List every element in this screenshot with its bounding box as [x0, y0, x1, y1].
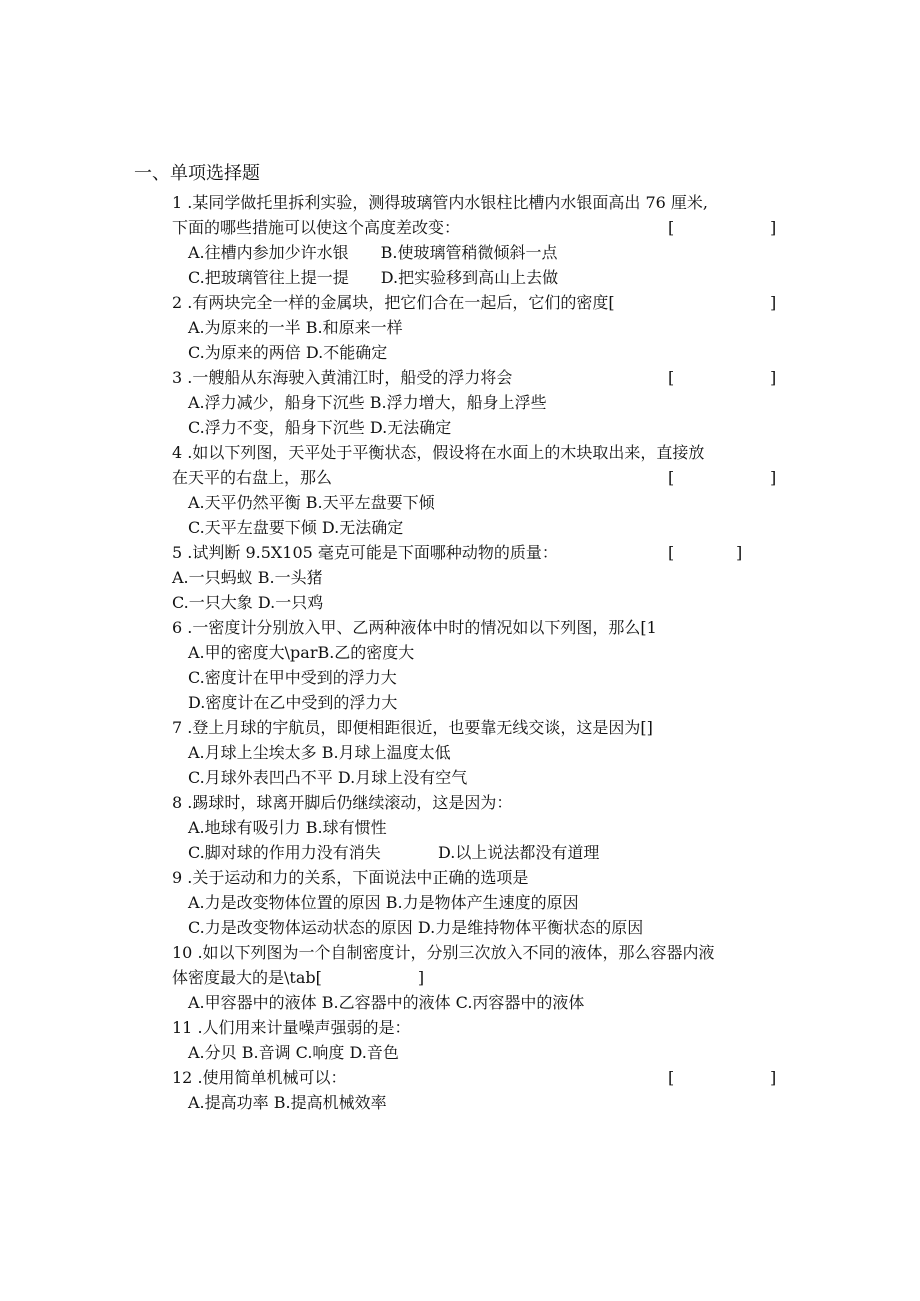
- q6-option-d: D.密度计在乙中受到的浮力大: [188, 693, 398, 712]
- q1-bracket-left: [: [668, 218, 675, 237]
- q9-options-ab: A.力是改变物体位置的原因 B.力是物体产生速度的原因: [188, 893, 579, 912]
- q3-bracket-left: [: [668, 368, 675, 387]
- q10-line1: 10 .如以下列图为一个自制密度计，分别三次放入不同的液体，那么容器内液: [172, 943, 715, 962]
- q8-option-c: C.脚对球的作用力没有消失: [188, 843, 381, 862]
- q5-bracket-left: [: [668, 543, 675, 562]
- q3-options-cd: C.浮力不变，船身下沉些 D.无法确定: [188, 418, 452, 437]
- q7-options-cd: C.月球外表凹凸不平 D.月球上没有空气: [188, 768, 468, 787]
- q6-option-c: C.密度计在甲中受到的浮力大: [188, 668, 397, 687]
- q1-options-ab: A.往槽内参加少许水银 B.使玻璃管稍微倾斜一点: [188, 243, 558, 262]
- q9-options-cd: C.力是改变物体运动状态的原因 D.力是维持物体平衡状态的原因: [188, 918, 644, 937]
- q4-line1: 4 .如以下列图，天平处于平衡状态，假设将在水面上的木块取出来，直接放: [172, 443, 705, 462]
- q4-options-ab: A.天平仍然平衡 B.天平左盘要下倾: [188, 493, 435, 512]
- q3-line1: 3 .一艘船从东海驶入黄浦江时，船受的浮力将会: [172, 368, 513, 387]
- q8-options-ab: A.地球有吸引力 B.球有惯性: [188, 818, 387, 837]
- q9-line1: 9 .关于运动和力的关系，下面说法中正确的选项是: [172, 868, 529, 887]
- q1-bracket-right: ]: [770, 218, 777, 237]
- q5-options-ab: A.一只蚂蚁 B.一头猪: [172, 568, 323, 587]
- q8-option-d: D.以上说法都没有道理: [438, 843, 600, 862]
- q3-bracket-right: ]: [770, 368, 777, 387]
- q4-bracket-right: ]: [770, 468, 777, 487]
- q10-line2: 体密度最大的是\tab[ ]: [172, 968, 425, 987]
- q2-bracket-right: ]: [770, 293, 777, 312]
- q11-line1: 11 .人们用来计量噪声强弱的是：: [172, 1018, 411, 1037]
- q4-line2: 在天平的右盘上，那么: [172, 468, 333, 487]
- q11-options-abcd: A.分贝 B.音调 C.响度 D.音色: [188, 1043, 399, 1062]
- q7-line1: 7 .登上月球的宇航员，即便相距很近，也要靠无线交谈，这是因为[]: [172, 718, 653, 737]
- q3-options-ab: A.浮力减少，船身下沉些 B.浮力增大，船身上浮些: [188, 393, 547, 412]
- q5-bracket-right: ]: [736, 543, 743, 562]
- q2-options-cd: C.为原来的两倍 D.不能确定: [188, 343, 388, 362]
- q2-options-ab: A.为原来的一半 B.和原来一样: [188, 318, 403, 337]
- q12-line1: 12 .使用简单机械可以：: [172, 1068, 347, 1087]
- section-title: 一、单项选择题: [134, 163, 260, 184]
- q2-line1: 2 .有两块完全一样的金属块，把它们合在一起后，它们的密度[: [172, 293, 615, 312]
- q1-line2: 下面的哪些措施可以使这个高度差改变：: [172, 218, 461, 237]
- q6-options-ab: A.甲的密度大\parB.乙的密度大: [188, 643, 415, 662]
- q10-options-abc: A.甲容器中的液体 B.乙容器中的液体 C.丙容器中的液体: [188, 993, 585, 1012]
- q1-line1: 1 .某同学做托里拆利实验，测得玻璃管内水银柱比槽内水银面高出 76 厘米,: [172, 193, 708, 212]
- q4-options-cd: C.天平左盘要下倾 D.无法确定: [188, 518, 404, 537]
- q12-bracket-right: ]: [770, 1068, 777, 1087]
- q5-line1: 5 .试判断 9.5X105 毫克可能是下面哪种动物的质量：: [172, 543, 558, 562]
- q6-line1: 6 .一密度计分别放入甲、乙两种液体中时的情况如以下列图，那么[1: [172, 618, 657, 637]
- q12-bracket-left: [: [668, 1068, 675, 1087]
- q5-options-cd: C.一只大象 D.一只鸡: [172, 593, 324, 612]
- q7-options-ab: A.月球上尘埃太多 B.月球上温度太低: [188, 743, 451, 762]
- q1-options-cd: C.把玻璃管往上提一提 D.把实验移到高山上去做: [188, 268, 559, 287]
- q8-line1: 8 .踢球时，球离开脚后仍继续滚动，这是因为：: [172, 793, 513, 812]
- q4-bracket-left: [: [668, 468, 675, 487]
- q12-options-ab: A.提高功率 B.提高机械效率: [188, 1093, 387, 1112]
